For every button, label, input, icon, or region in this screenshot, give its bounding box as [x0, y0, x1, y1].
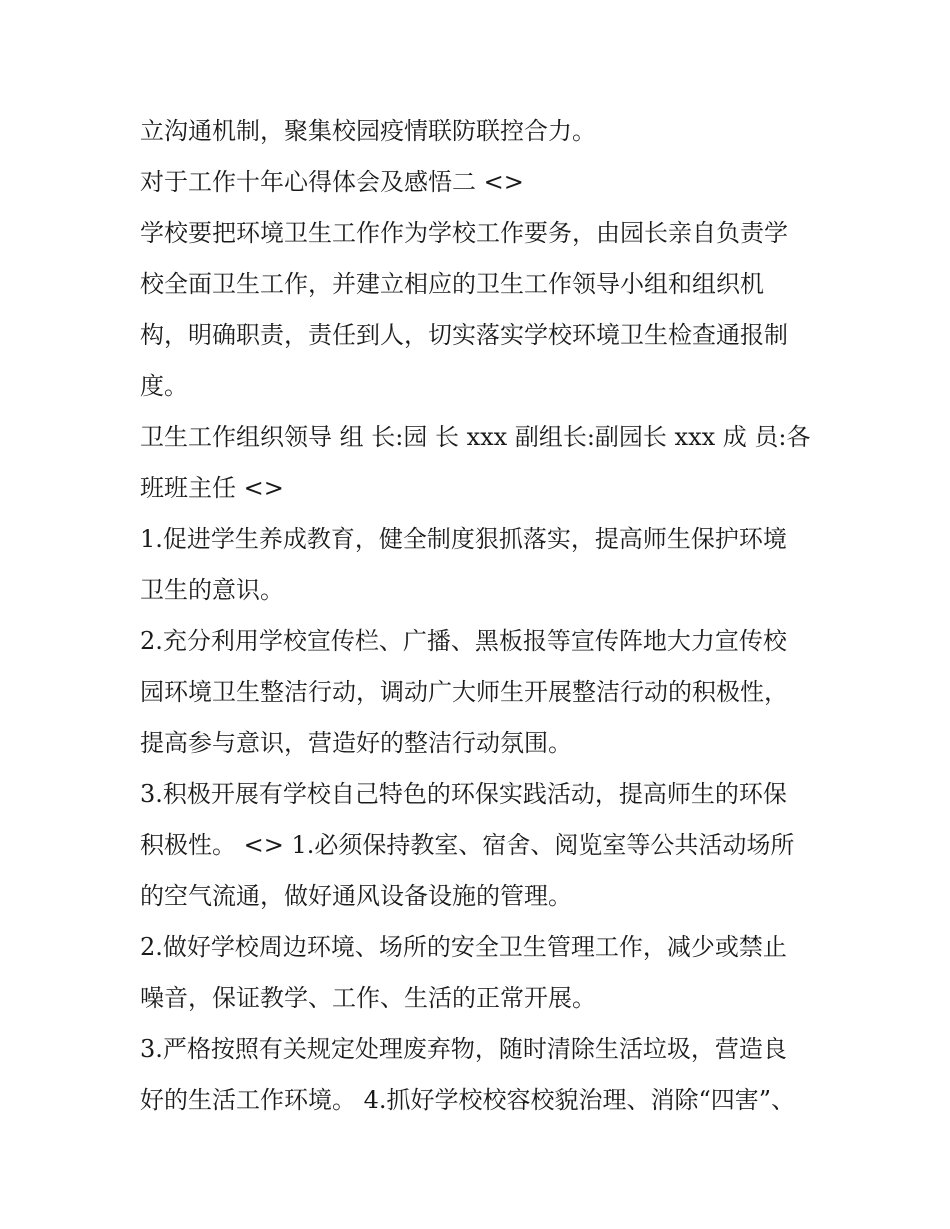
- text-line: 1.促进学生养成教育，健全制度狠抓落实，提高师生保护环境: [140, 525, 787, 553]
- text-line: 立沟通机制，聚集校园疫情联防联控合力。: [140, 117, 596, 145]
- text-line: 提高参与意识，营造好的整洁行动氛围。: [140, 729, 572, 757]
- section-heading: 对于工作十年心得体会及感悟二 <>: [140, 168, 524, 196]
- text-line: 卫生工作组织领导 组 长:园 长 xxx 副组长:副园长 xxx 成 员:各: [140, 423, 811, 451]
- text-line: 度。: [140, 372, 188, 400]
- text-line: 2.充分利用学校宣传栏、广播、黑板报等宣传阵地大力宣传校: [140, 627, 787, 655]
- text-line: 3.严格按照有关规定处理废弃物，随时清除生活垃圾，营造良: [140, 1035, 787, 1063]
- text-line: 积极性。 <> 1.必须保持教室、宿舍、阅览室等公共活动场所: [140, 831, 795, 859]
- text-line: 3.积极开展有学校自己特色的环保实践活动，提高师生的环保: [140, 780, 787, 808]
- text-line: 好的生活工作环境。 4.抓好学校校容校貌治理、消除“四害”、: [140, 1086, 796, 1114]
- text-line: 园环境卫生整洁行动，调动广大师生开展整洁行动的积极性，: [140, 678, 788, 706]
- text-line: 学校要把环境卫生工作作为学校工作要务，由园长亲自负责学: [140, 219, 788, 247]
- text-line: 2.做好学校周边环境、场所的安全卫生管理工作，减少或禁止: [140, 933, 787, 961]
- text-line: 构，明确职责，责任到人，切实落实学校环境卫生检查通报制: [140, 321, 788, 349]
- document-body: [140, 106, 820, 1126]
- text-line: 的空气流通，做好通风设备设施的管理。: [140, 882, 572, 910]
- text-line: 校全面卫生工作，并建立相应的卫生工作领导小组和组织机: [140, 270, 764, 298]
- text-line: 卫生的意识。: [140, 576, 284, 604]
- text-line: 班班主任 <>: [140, 474, 284, 502]
- text-line: 噪音，保证教学、工作、生活的正常开展。: [140, 984, 596, 1012]
